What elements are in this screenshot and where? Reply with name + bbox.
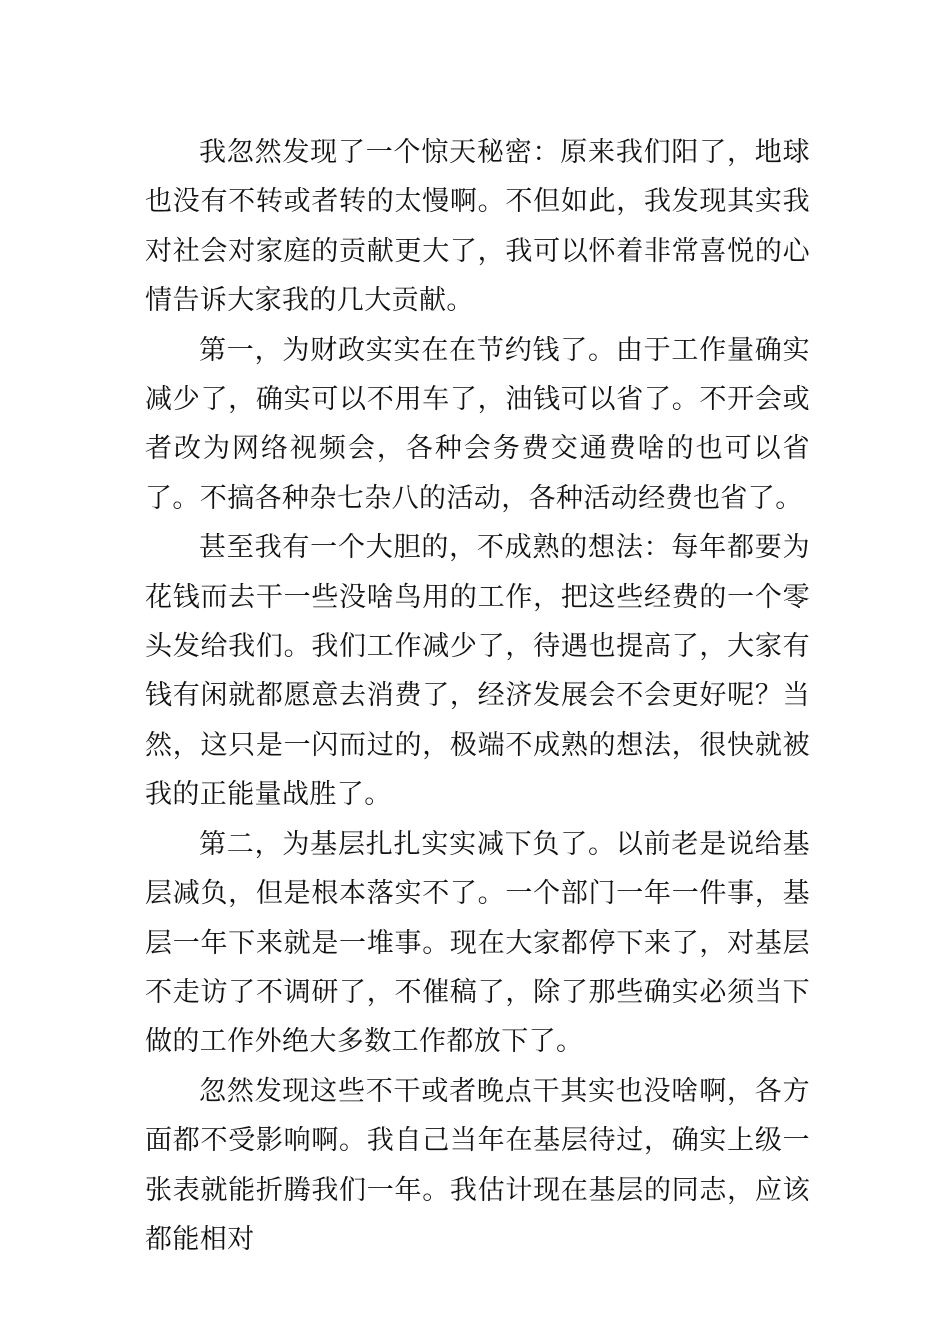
paragraph-intro: 我忽然发现了一个惊天秘密：原来我们阳了，地球也没有不转或者转的太慢啊。不但如此，我发现其实我对社会对家庭的贡献更大了，我可以怀着非常喜悦的心情告诉大家我的几大贡献。	[145, 137, 810, 317]
document-body	[145, 128, 810, 1264]
paragraph-second-contribution: 第二，为基层扎扎实实减下负了。以前老是说给基层减负，但是根本落实不了。一个部门一年一件事，基层一年下来就是一堆事。现在大家都停下来了，对基层不走访了不调研了，不催稿了，除了那些确实必须当下做的工作外绝大多数工作都放下了。	[145, 828, 810, 1058]
paragraph-bold-idea: 甚至我有一个大胆的，不成熟的想法：每年都要为花钱而去干一些没啥鸟用的工作，把这些经费的一个零头发给我们。我们工作减少了，待遇也提高了，大家有钱有闲就都愿意去消费了，经济发展会不会更好呢？当然，这只是一闪而过的，极端不成熟的想法，很快就被我的正能量战胜了。	[145, 532, 810, 811]
paragraph-reflection: 忽然发现这些不干或者晚点干其实也没啥啊，各方面都不受影响啊。我自己当年在基层待过，确实上级一张表就能折腾我们一年。我估计现在基层的同志，应该都能相对	[145, 1075, 810, 1255]
paragraph-first-contribution: 第一，为财政实实在在节约钱了。由于工作量确实减少了，确实可以不用车了，油钱可以省了。不开会或者改为网络视频会，各种会务费交通费啥的也可以省了。不搞各种杂七杂八的活动，各种活动经费也省了。	[145, 334, 810, 514]
